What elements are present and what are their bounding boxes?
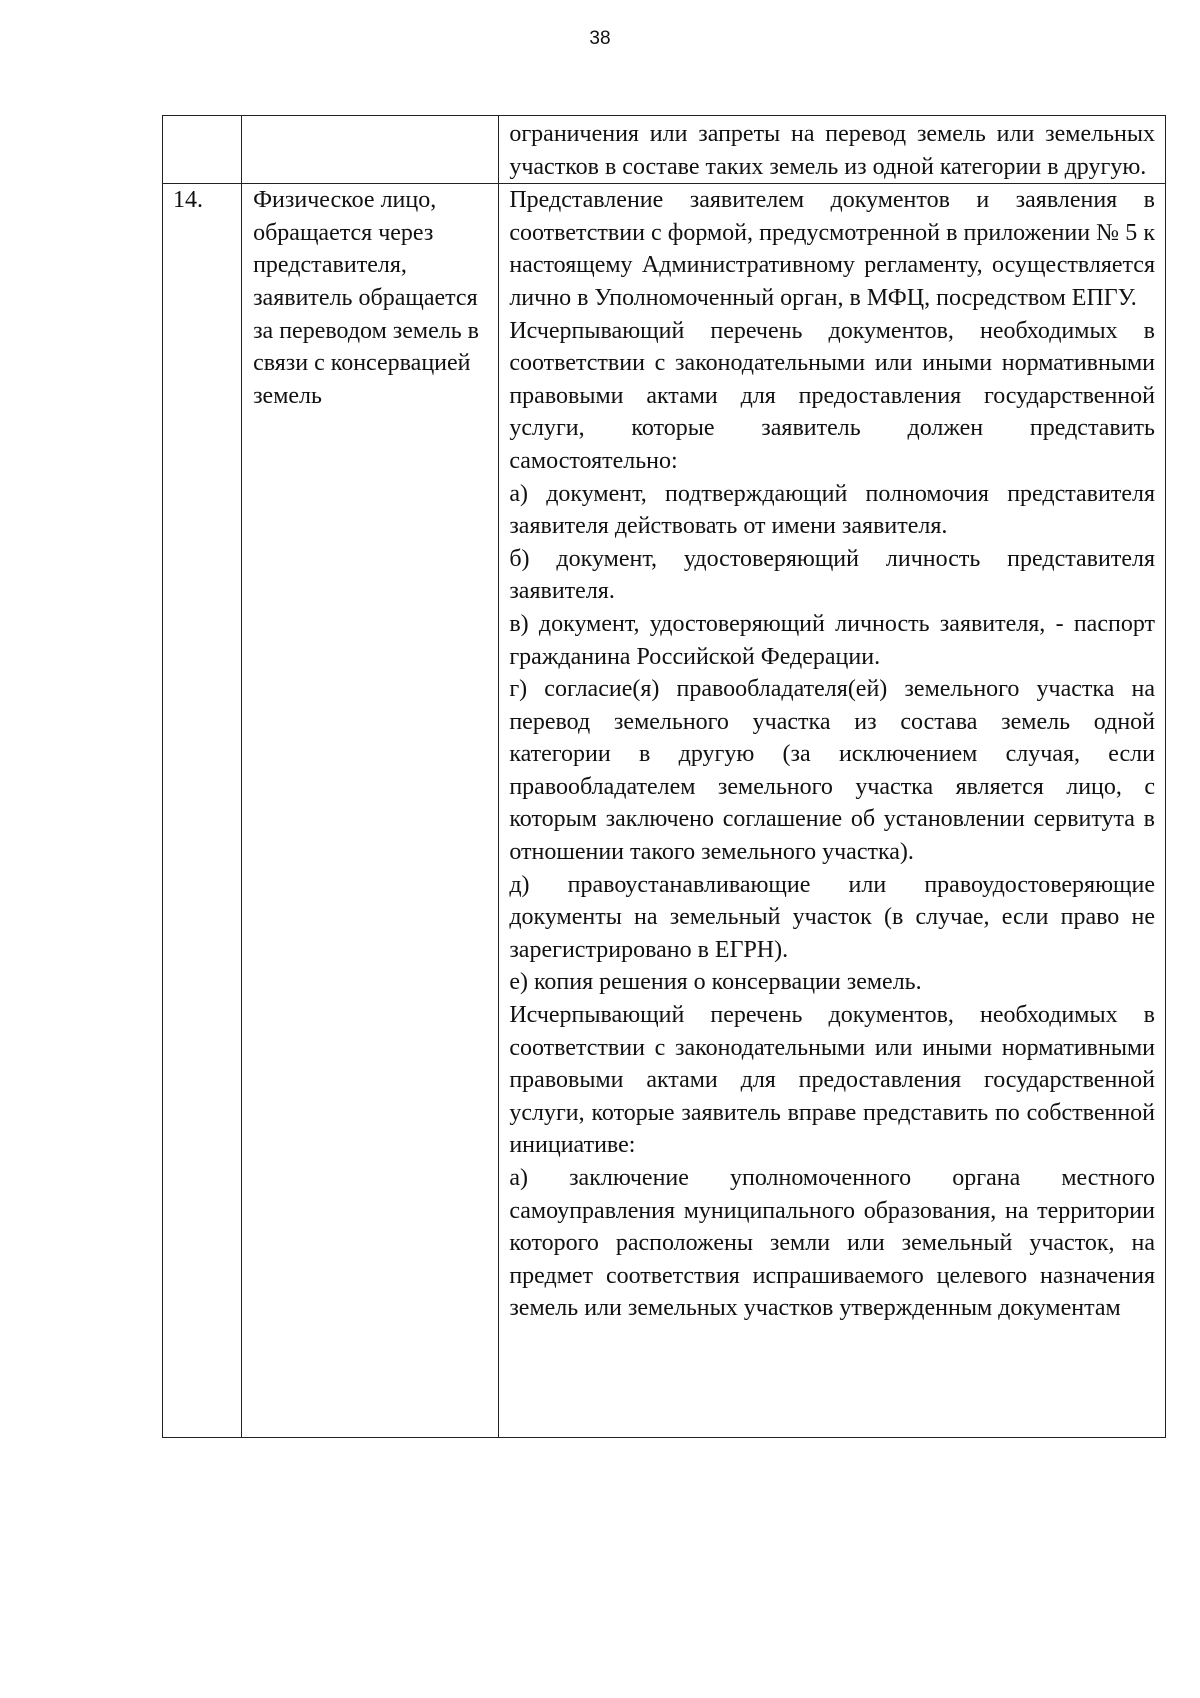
regulation-table (162, 115, 1166, 1438)
row-text-cell (499, 116, 1166, 184)
paragraph: в) документ, удостоверяющий личность заявителя, - паспорт гражданина Российской Федерации. (509, 610, 1155, 670)
paragraph: а) документ, подтверждающий полномочия представителя заявителя действовать от имени заявителя. (509, 480, 1155, 540)
paragraph: Исчерпывающий перечень документов, необходимых в соответствии с законодательными или иными нормативными правовыми актами для предоставления государственной услуги, которые заявитель вправе представить по собственной инициативе: (509, 1002, 1155, 1159)
paragraph: б) документ, удостоверяющий личность представителя заявителя. (509, 545, 1155, 605)
paragraph: а) заключение уполномоченного органа местного самоуправления муниципального образования, на территории которого расположены земли или земельный участок, на предмет соответствия испрашиваемого целевого назначения земель или земельных участков утвержденным документам (509, 1165, 1155, 1322)
paragraph: е) копия решения о консервации земель. (509, 969, 922, 996)
table-row-14 (163, 184, 1166, 1438)
page-number: 38 (589, 28, 611, 49)
row-subject-cell: Физическое лицо, обращается через представителя, заявитель обращается за переводом земель в связи с консервацией земель (242, 184, 499, 1438)
paragraph: Представление заявителем документов и заявления в соответствии с формой, предусмотренной в приложении № 5 к настоящему Административному регламенту, осуществляется лично в Уполномоченный орган, в МФЦ, посредством ЕПГУ. (509, 187, 1155, 311)
row-number-cell: 14. (163, 184, 242, 1438)
table-row-continuation (163, 116, 1166, 184)
row-subject-cell (242, 116, 499, 184)
continuation-paragraph: ограничения или запреты на перевод земель или земельных участков в составе таких земель из одной категории в другую. (509, 121, 1155, 180)
row-text-cell (499, 184, 1166, 1438)
paragraph: г) согласие(я) правообладателя(ей) земельного участка на перевод земельного участка из состава земель одной категории в другую (за исключением случая, если правообладателем земельного участка является лицо, с которым заключено соглашение об установлении сервитута в отношении такого земельного участка). (509, 676, 1155, 866)
paragraph: Исчерпывающий перечень документов, необходимых в соответствии с законодательными или иными нормативными правовыми актами для предоставления государственной услуги, которые заявитель должен представить самостоятельно: (509, 317, 1155, 474)
paragraph: д) правоустанавливающие или правоудостоверяющие документы на земельный участок (в случае, если право не зарегистрировано в ЕГРН). (509, 871, 1155, 963)
row-number-cell (163, 116, 242, 184)
